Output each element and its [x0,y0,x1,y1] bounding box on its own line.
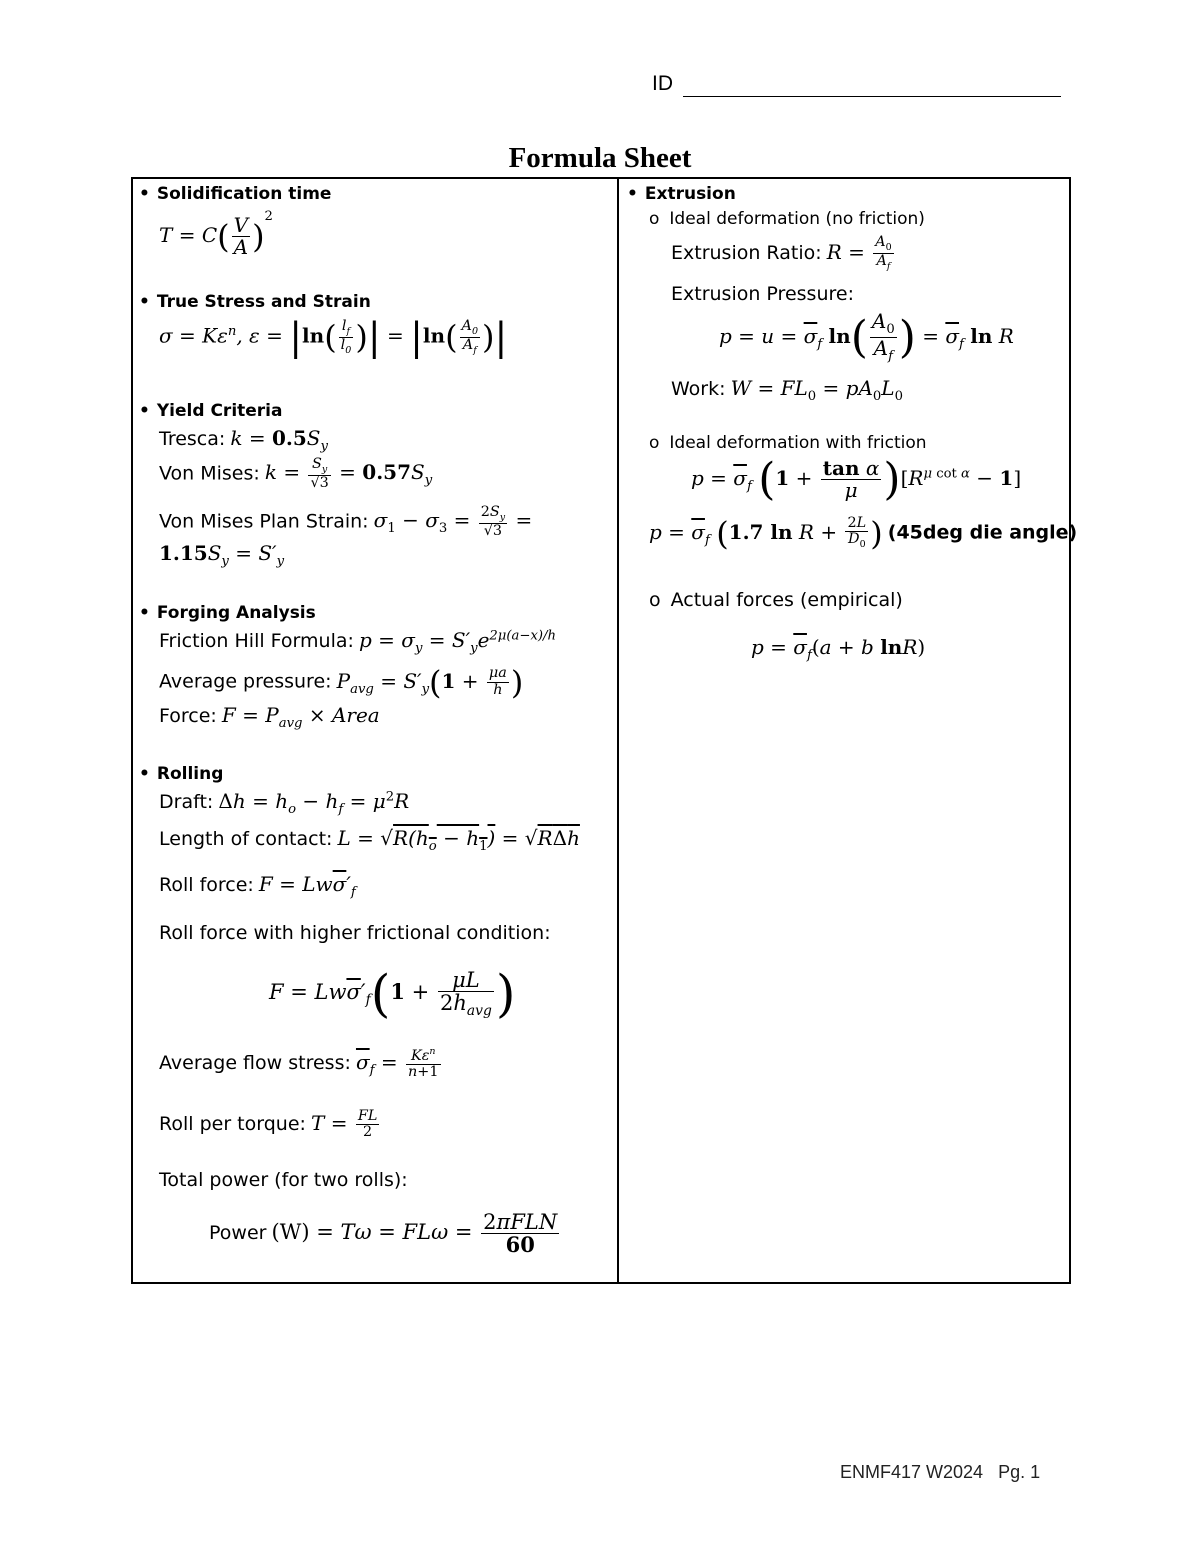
power-label: Power [209,1222,267,1245]
work-label: Work: [671,378,726,400]
footer-course: ENMF417 W2024 [840,1462,984,1482]
tresca-label: Tresca: [159,428,226,450]
ideal-friction-heading: o Ideal deformation with friction [649,433,927,453]
tresca-row: Tresca: $k = 0.5S_y$ [159,426,328,454]
draft-label: Draft: [159,791,214,813]
plane-strain-label: Von Mises Plan Strain: [159,510,369,533]
flow-stress-row: Average flow stress: $\overline{\sigma}_f$ = $\frac{K\varepsilon^n}{n+1}$ [159,1046,439,1080]
footer [840,1462,1040,1483]
length-row: Length of contact: $L = √R(h_o - h_1) = √R\Delta h$ [159,826,580,854]
solidification-heading: • Solidification time [139,184,331,204]
force-label: Force: [159,705,217,727]
forging-heading: • Forging Analysis [139,603,316,623]
footer-page: Pg. 1 [998,1462,1041,1482]
total-power-label: Total power (for two rolls): [159,1169,408,1191]
actual-heading: o Actual forces (empirical) [649,589,903,611]
die-angle-row: $p = \overline{\sigma}_f$ (1.7 ln R + $\frac{2L}{D_0}$ ) (45deg die angle) [649,514,1078,552]
ratio-label: Extrusion Ratio: [671,241,822,264]
actual-formula: $p = \overline{\sigma}_f(a + b$ lnR) [751,635,926,663]
true-stress-heading: • True Stress and Strain [139,292,371,312]
higher-friction-label: Roll force with higher frictional condition: [159,922,551,944]
plane-strain-row: Von Mises Plan Strain: $\sigma_1 - \sigma_3$ = $\frac{2S_y}{√3}$ = [159,504,533,539]
solidification-formula: T = C( $\frac{V}{A}$ )$^2$ [159,209,273,259]
avg-pressure-label: Average pressure: [159,670,332,693]
left-column [133,179,617,1282]
ratio-row: Extrusion Ratio: R = $\frac{A_0}{A_f}$ [671,234,892,272]
rolling-heading: • Rolling [139,764,223,784]
von-mises-label: Von Mises: [159,462,260,485]
ideal-heading: o Ideal deformation (no friction) [649,209,925,229]
friction-formula: $p = \overline{\sigma}_f$ (1 + $\frac{\text{tan α}}{\mu}$ )$[R^{\mu cot \alpha} - 1]$ [691,454,1022,505]
von-mises-row: Von Mises: k = $\frac{S_y}{√3}$ = $0.57S_y$ [159,456,433,491]
hill-label: Friction Hill Formula: [159,630,354,652]
pressure-label: Extrusion Pressure: [671,283,854,305]
pressure-formula: $p = u = \overline{\sigma}_f$ ln( $\frac{A_0}{A_f}$ ) = $\overline{\sigma}_f$ ln R [719,309,1014,364]
roll-force-label: Roll force: [159,874,254,896]
right-column [619,179,1078,1282]
torque-label: Roll per torque: [159,1113,306,1136]
page-title: Formula Sheet [508,142,692,174]
power-row: Power (W) = Tω = FLω = $\frac{\text{2πFLN}}{60}$ [209,1210,558,1258]
force-row: Force: $F = P_{avg}$ × Area [159,703,380,731]
id-label: ID [652,72,673,95]
length-label: Length of contact: [159,828,333,850]
roll-force-row: Roll force: $F = Lw\overline{\sigma}'_f$ [159,872,356,900]
id-input-line[interactable] [683,96,1061,97]
flow-stress-label: Average flow stress: [159,1052,351,1075]
hill-row: Friction Hill Formula: $p = \sigma_y = S'_ye^{2\mu(a-x)/h}$ [159,628,556,656]
work-row: Work: $W = FL_0 = pA_0L_0$ [671,376,903,404]
extrusion-heading: • Extrusion [627,184,736,204]
true-stress-formula: $\sigma = K\varepsilon^n$, ε = |ln( $\frac{l_f}{l_0}$ )| = |ln( $\frac{A_0}{A_f}$ )| [159,315,508,359]
torque-row: Roll per torque: T = $\frac{FL}{2}$ [159,1108,378,1141]
die-angle-label: (45deg die angle) [887,521,1078,544]
plane-strain-result: $1.15S_y = S'_y$ [159,541,285,569]
formula-table [131,177,1078,1284]
higher-friction-formula: $F = Lw\overline{\sigma}'_f(1$ + $\frac{\mu L}{2h_{avg}}$ ) [269,964,516,1023]
yield-heading: • Yield Criteria [139,401,282,421]
draft-row: Draft: $\Delta h = h_o - h_f = \mu^2R$ [159,789,410,817]
avg-pressure-row: Average pressure: $P_{avg} = S'_y(1$ + $\frac{\mu a}{h}$ ) [159,663,524,701]
